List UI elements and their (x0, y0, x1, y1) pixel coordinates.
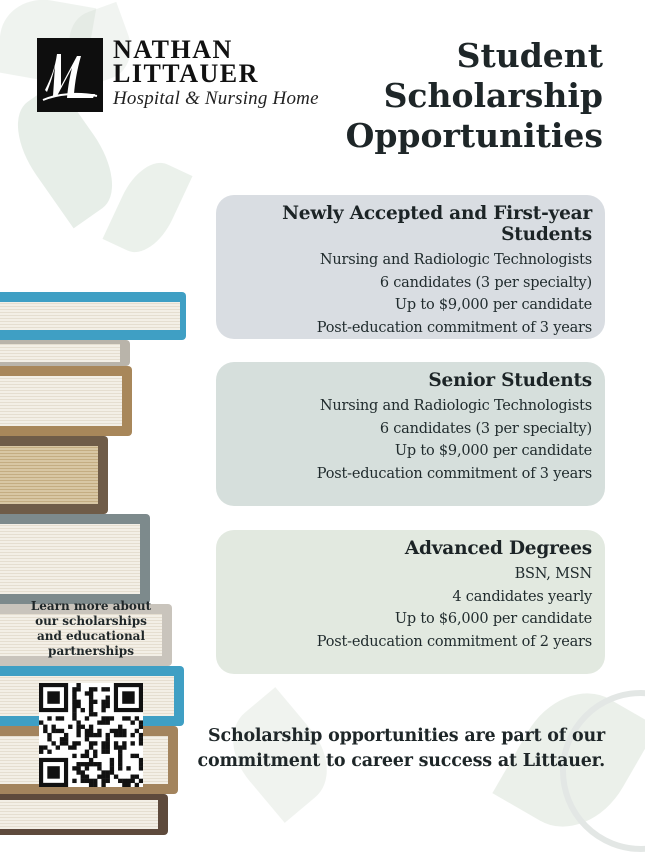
logo-subtitle: Hospital & Nursing Home (113, 88, 319, 109)
card-line: Up to $6,000 per candidate (394, 611, 592, 628)
qr-code[interactable] (39, 683, 143, 787)
card-line: 4 candidates yearly (452, 588, 592, 605)
page-title: Student Scholarship Opportunities (345, 36, 603, 155)
learn-more-text: Learn more about our scholarships and educational partnerships (30, 599, 152, 658)
card-line: Post-education commitment of 3 years (316, 465, 592, 482)
card-heading: Senior Students (428, 370, 592, 391)
leaf-decoration (103, 153, 193, 262)
logo (37, 35, 319, 112)
footer-statement: Scholarship opportunities are part of our commitment to career success at Littauer. (197, 726, 605, 771)
card-line: 6 candidates (3 per specialty) (379, 420, 592, 437)
logo-name: NATHAN LITTAUER (113, 35, 259, 88)
card-heading: Newly Accepted and First-year Students (282, 203, 592, 245)
card-advanced-degrees (216, 530, 605, 674)
card-line: Nursing and Radiologic Technologists (319, 398, 592, 414)
logo-text (113, 35, 319, 110)
card-first-year-students (216, 195, 605, 339)
card-line: 6 candidates (3 per specialty) (379, 274, 592, 291)
card-heading: Advanced Degrees (404, 538, 592, 559)
logo-mark-icon (37, 38, 103, 112)
card-line: Up to $9,000 per candidate (394, 443, 592, 460)
card-senior-students (216, 362, 605, 506)
card-line: Up to $9,000 per candidate (394, 297, 592, 314)
card-line: Post-education commitment of 2 years (316, 633, 592, 650)
card-line: BSN, MSN (514, 566, 592, 582)
card-line: Nursing and Radiologic Technologists (319, 252, 592, 268)
card-line: Post-education commitment of 3 years (316, 319, 592, 336)
